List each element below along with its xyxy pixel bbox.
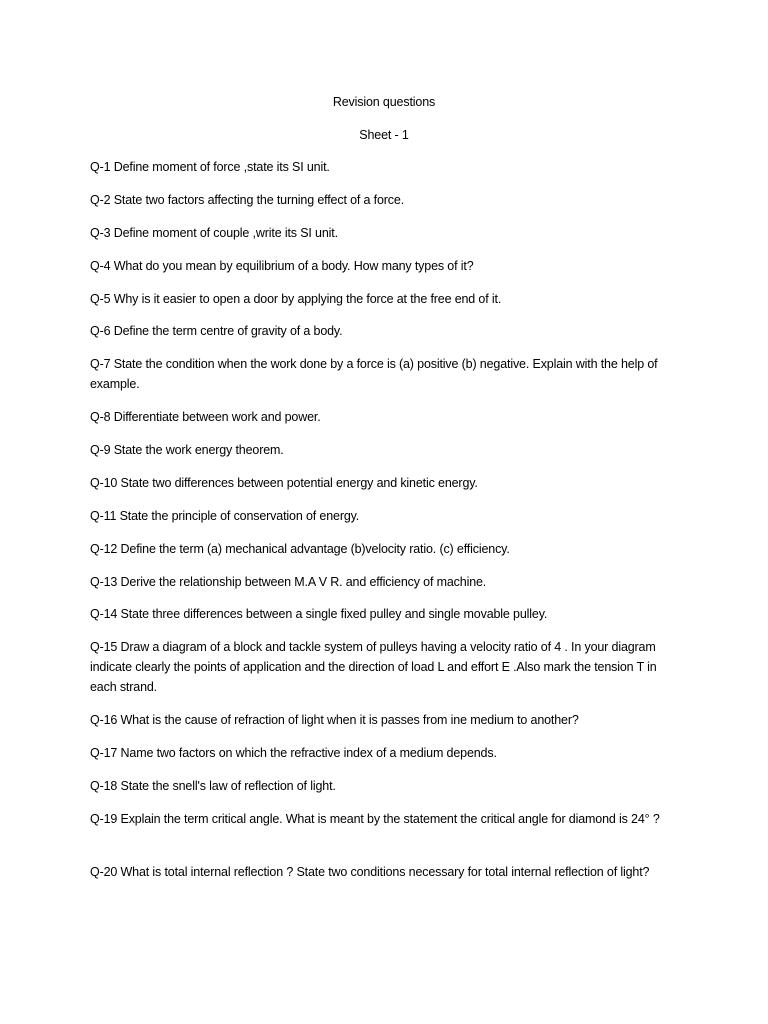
question-19: Q-19 Explain the term critical angle. What is meant by the statement the critical angle for diamond is 24° ?: [90, 812, 660, 826]
question-2: Q-2 State two factors affecting the turning effect of a force.: [90, 193, 405, 207]
question-3: Q-3 Define moment of couple ,write its SI unit.: [90, 226, 338, 240]
question-13: Q-13 Derive the relationship between M.A V R. and efficiency of machine.: [90, 575, 487, 589]
question-1: Q-1 Define moment of force ,state its SI unit.: [90, 160, 330, 174]
question-17: Q-17 Name two factors on which the refractive index of a medium depends.: [90, 746, 497, 760]
question-6: Q-6 Define the term centre of gravity of a body.: [90, 324, 343, 338]
question-16: Q-16 What is the cause of refraction of light when it is passes from ine medium to another?: [90, 713, 579, 727]
question-8: Q-8 Differentiate between work and power.: [90, 410, 321, 424]
question-4: Q-4 What do you mean by equilibrium of a body. How many types of it?: [90, 259, 474, 273]
question-20: Q-20 What is total internal reflection ? State two conditions necessary for total internal reflection of light?: [90, 865, 650, 879]
question-9: Q-9 State the work energy theorem.: [90, 443, 284, 457]
question-18: Q-18 State the snell's law of reflection of light.: [90, 779, 336, 793]
question-7: Q-7 State the condition when the work done by a force is (a) positive (b) negative. Explain with the help of example.: [90, 357, 658, 391]
question-11: Q-11 State the principle of conservation of energy.: [90, 509, 360, 523]
document-title: Revision questions: [332, 95, 436, 109]
sheet-label: Sheet - 1: [359, 128, 409, 142]
question-15: Q-15 Draw a diagram of a block and tackle system of pulleys having a velocity ratio of 4 . In your diagram indicate clearly the points of application and the direction of load L and effort E .Also mark the tension T in each strand.: [90, 640, 657, 694]
question-5: Q-5 Why is it easier to open a door by applying the force at the free end of it.: [90, 292, 502, 306]
question-10: Q-10 State two differences between potential energy and kinetic energy.: [90, 476, 478, 490]
question-14: Q-14 State three differences between a single fixed pulley and single movable pulley.: [90, 607, 548, 621]
question-12: Q-12 Define the term (a) mechanical advantage (b)velocity ratio. (c) efficiency.: [90, 542, 510, 556]
